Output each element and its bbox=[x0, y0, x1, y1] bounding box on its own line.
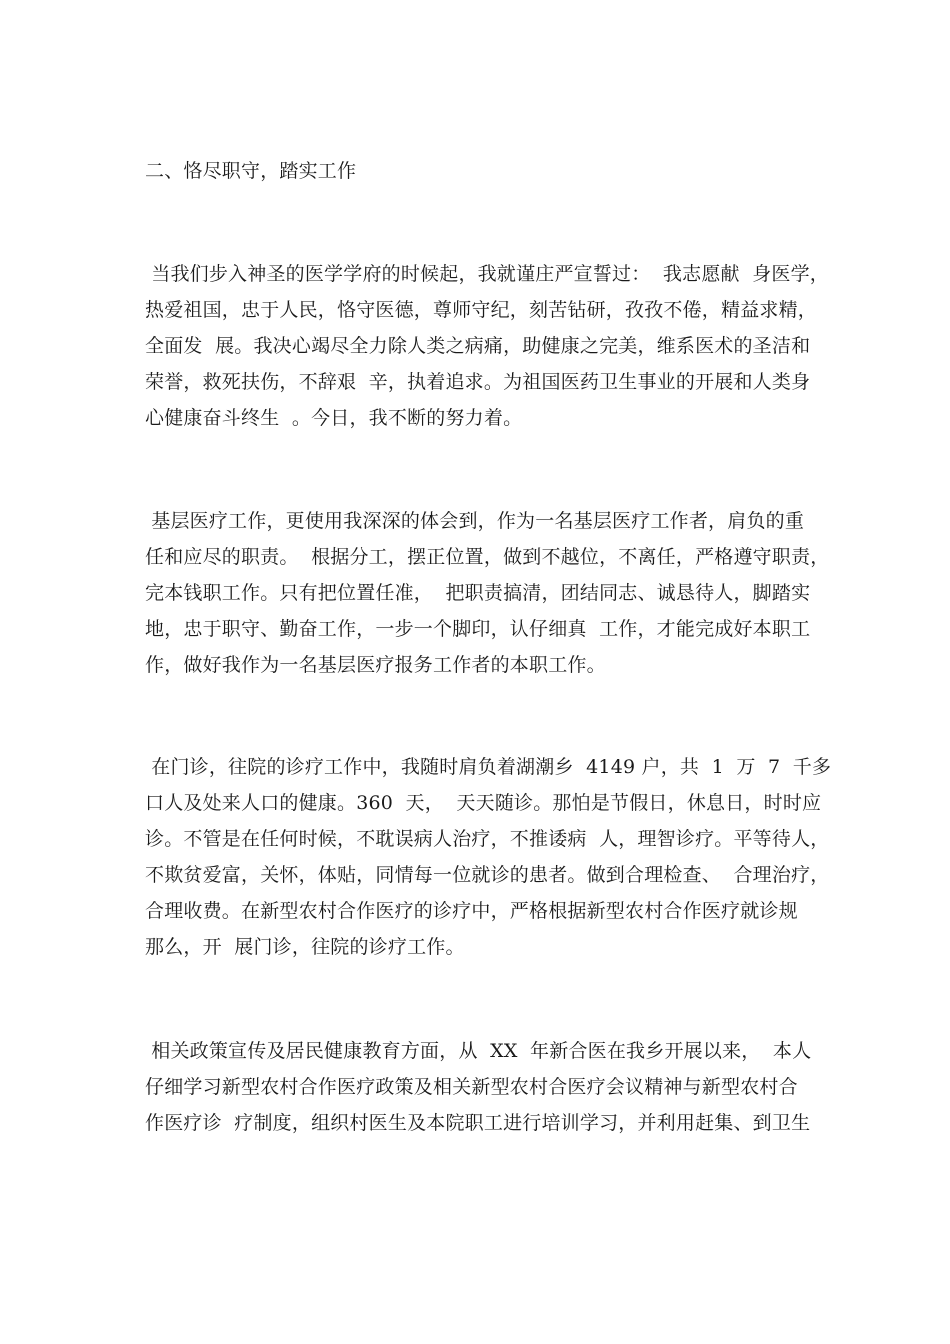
paragraph-line: 在门诊，往院的诊疗工作中，我随时肩负着湖潮乡 4149 户，共 1 万 7 千多 bbox=[145, 756, 832, 778]
paragraph-line: 作医疗诊 疗制度，组织村医生及本院职工进行培训学习，并利用赶集、到卫生 bbox=[145, 1112, 811, 1134]
paragraph-line: 任和应尽的职责。 根据分工，摆正位置，做到不越位，不离任，严格遵守职责， bbox=[145, 546, 830, 568]
paragraph-line: 那么，开 展门诊，往院的诊疗工作。 bbox=[145, 936, 465, 958]
section-heading: 二、恪尽职守，踏实工作 bbox=[145, 160, 357, 182]
paragraph-line: 合理收费。在新型农村合作医疗的诊疗中，严格根据新型农村合作医疗就诊规 bbox=[145, 900, 798, 922]
paragraph-line: 口人及处来人口的健康。360 天， 天天随诊。那怕是节假日，休息日，时时应 bbox=[145, 792, 822, 814]
paragraph-line: 仔细学习新型农村合作医疗政策及相关新型农村合医疗会议精神与新型农村合 bbox=[145, 1076, 798, 1098]
paragraph-line: 心健康奋斗终生 。今日，我不断的努力着。 bbox=[145, 407, 523, 429]
paragraph-line: 地，忠于职守、勤奋工作，一步一个脚印，认仔细真 工作，才能完成好本职工 bbox=[145, 618, 811, 640]
paragraph-line: 当我们步入神圣的医学学府的时候起，我就谨庄严宣誓过： 我志愿献 身医学， bbox=[145, 263, 829, 285]
paragraph-line: 相关政策宣传及居民健康教育方面，从 XX 年新合医在我乡开展以来， 本人 bbox=[145, 1040, 812, 1062]
paragraph-line: 作，做好我作为一名基层医疗报务工作者的本职工作。 bbox=[145, 654, 606, 676]
paragraph-line: 诊。不管是在任何时候，不耽误病人治疗，不推诿病 人，理智诊疗。平等待人， bbox=[145, 828, 830, 850]
paragraph-line: 荣誉，救死扶伤，不辞艰 辛，执着追求。为祖国医药卫生事业的开展和人类身 bbox=[145, 371, 811, 393]
paragraph-line: 完本钱职工作。只有把位置任准， 把职责搞清，团结同志、诚恳待人，脚踏实 bbox=[145, 582, 811, 604]
paragraph-line: 全面发 展。我决心竭尽全力除人类之病痛，助健康之完美，维系医术的圣洁和 bbox=[145, 335, 811, 357]
paragraph-line: 基层医疗工作，更使用我深深的体会到，作为一名基层医疗工作者，肩负的重 bbox=[145, 510, 805, 532]
paragraph-line: 热爱祖国，忠于人民，恪守医德，尊师守纪，刻苦钻研，孜孜不倦，精益求精， bbox=[145, 299, 818, 321]
paragraph-line: 不欺贫爱富，关怀，体贴，同情每一位就诊的患者。做到合理检查、 合理治疗， bbox=[145, 864, 830, 886]
